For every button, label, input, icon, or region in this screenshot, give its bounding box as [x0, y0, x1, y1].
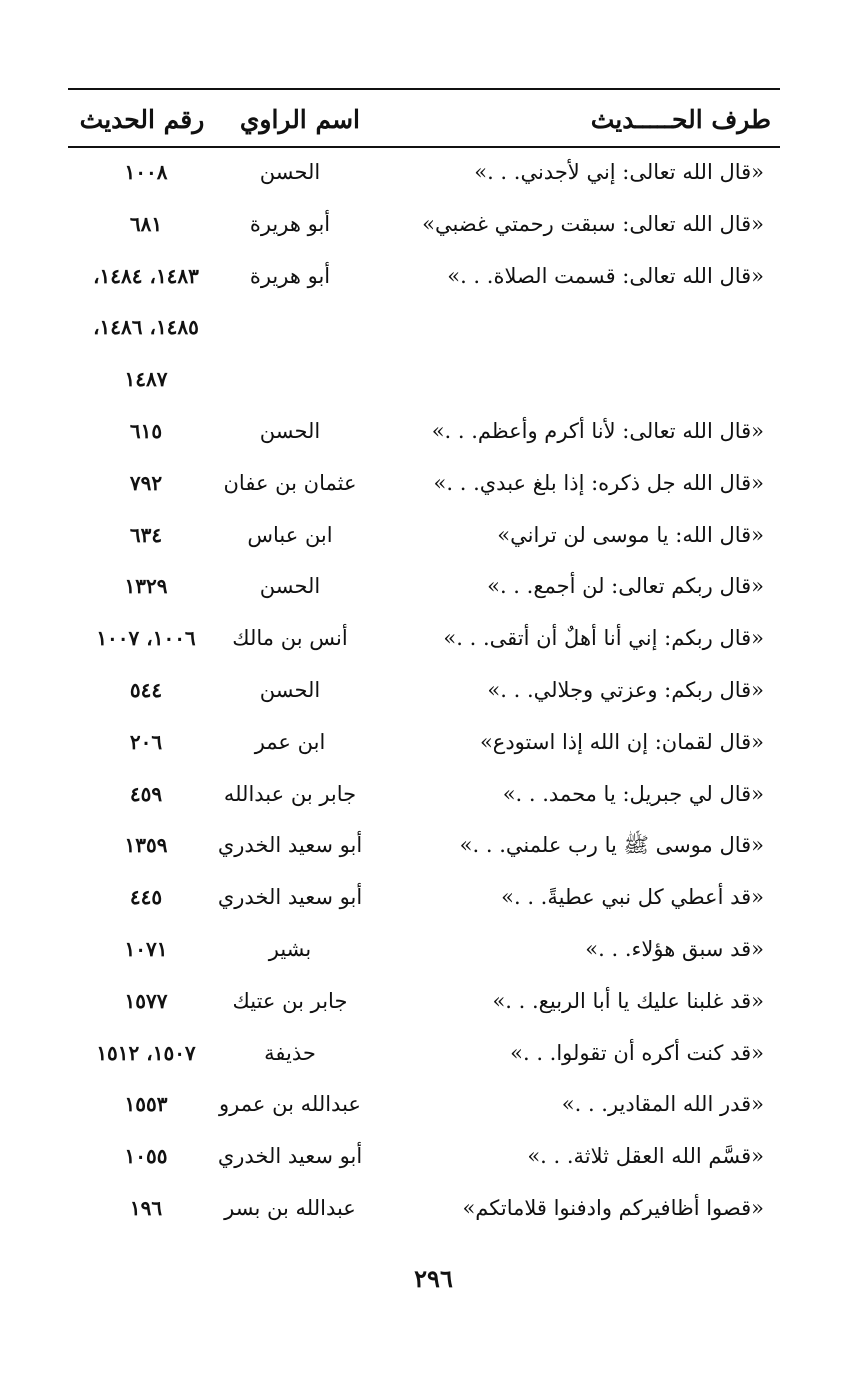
hadith-text	[384, 357, 764, 409]
narrator-name: الحسن	[259, 160, 321, 184]
hadith-number: ٢٠٦	[129, 729, 163, 754]
hadith-number: ١٣٢٩	[124, 574, 168, 599]
narrator-name: أبو هريرة	[249, 211, 331, 236]
hadith-number: ٦١٥	[129, 418, 163, 443]
narrator-name: الحسن	[259, 418, 321, 443]
hadith-number: ٤٤٥	[129, 885, 163, 910]
table-row	[68, 305, 780, 357]
narrator-name: أبو سعيد الخدري	[217, 885, 363, 910]
hadith-text: «قال لي جبريل: يا محمد. . .»	[502, 781, 764, 806]
hadith-number: ١٥٥٣	[124, 1092, 168, 1117]
narrator-name: عبدالله بن بسر	[224, 1195, 356, 1220]
hadith-number: ١٤٨٣، ١٤٨٤،	[93, 263, 199, 288]
table-row	[68, 461, 780, 513]
column-header-number: رقم الحديث	[79, 105, 205, 134]
table-row	[68, 720, 780, 772]
hadith-number: ١٥٠٧، ١٥١٢	[96, 1040, 196, 1065]
narrator-name	[200, 305, 380, 357]
hadith-number: ١٤٨٥، ١٤٨٦،	[93, 315, 199, 340]
column-header-hadith: طرف الحـــــديث	[590, 105, 771, 134]
narrator-name: أنس بن مالك	[232, 626, 348, 651]
table-row	[68, 1134, 780, 1186]
hadith-text: «قال الله تعالى: لأنا أكرم وأعظم. . .»	[431, 418, 764, 443]
hadith-number: ١٠٥٥	[124, 1144, 168, 1169]
narrator-name: الحسن	[259, 574, 321, 599]
narrator-name: حذيفة	[264, 1040, 316, 1065]
hadith-text: «قال الله تعالى: إني لأجدني. . .»	[474, 160, 764, 184]
table-row	[68, 1031, 780, 1083]
hadith-text: «قال الله: يا موسى لن تراني»	[497, 522, 764, 547]
narrator-name	[200, 357, 380, 409]
top-rule	[68, 88, 780, 90]
table-row	[68, 254, 780, 306]
index-table	[68, 150, 780, 1238]
narrator-name: أبو سعيد الخدري	[217, 1144, 363, 1169]
hadith-number: ٦٣٤	[129, 522, 163, 547]
narrator-name: عثمان بن عفان	[223, 470, 357, 495]
hadith-text	[384, 305, 764, 357]
table-row	[68, 150, 780, 202]
table-row	[68, 357, 780, 409]
table-row	[68, 409, 780, 461]
hadith-text: «قال الله تعالى: قسمت الصلاة. . .»	[447, 263, 764, 288]
hadith-text: «قال ربكم: إني أنا أهلٌ أن أتقى. . .»	[443, 626, 764, 651]
hadith-number: ١٩٦	[129, 1195, 163, 1220]
hadith-number: ٥٤٤	[129, 677, 163, 702]
table-row	[68, 513, 780, 565]
hadith-text: «قد كنت أكره أن تقولوا. . .»	[510, 1040, 764, 1065]
hadith-text: «قال ربكم تعالى: لن أجمع. . .»	[487, 574, 764, 599]
hadith-text: «قال لقمان: إن الله إذا استودع»	[479, 729, 764, 754]
table-row	[68, 772, 780, 824]
hadith-number: ١٤٨٧	[124, 367, 168, 392]
page-number: ٢٩٦	[414, 1264, 453, 1293]
table-row	[68, 823, 780, 875]
table-row	[68, 202, 780, 254]
narrator-name: جابر بن عبدالله	[223, 781, 357, 806]
narrator-name: بشير	[268, 936, 312, 961]
table-row	[68, 875, 780, 927]
narrator-name: الحسن	[259, 677, 321, 702]
table-row	[68, 979, 780, 1031]
table-row	[68, 927, 780, 979]
narrator-name: عبدالله بن عمرو	[219, 1092, 361, 1117]
hadith-number: ٤٥٩	[129, 781, 163, 806]
hadith-text: «قال ربكم: وعزتي وجلالي. . .»	[487, 677, 764, 702]
narrator-name: جابر بن عتيك	[232, 988, 348, 1013]
hadith-text: «قد سبق هؤلاء. . .»	[585, 936, 764, 961]
hadith-number: ١٣٥٩	[124, 833, 168, 858]
hadith-text: «قال الله جل ذكره: إذا بلغ عبدي. . .»	[433, 470, 764, 495]
table-row	[68, 1186, 780, 1238]
table-row	[68, 668, 780, 720]
column-header-narrator: اسم الراوي	[239, 105, 360, 134]
narrator-name: أبو سعيد الخدري	[217, 833, 363, 858]
hadith-text: «قسَّم الله العقل ثلاثة. . .»	[527, 1144, 764, 1169]
hadith-text: «قصوا أظافيركم وادفنوا قلاماتكم»	[462, 1195, 764, 1220]
hadith-number: ٧٩٢	[129, 470, 163, 495]
hadith-text: «قد غلبنا عليك يا أبا الربيع. . .»	[492, 988, 764, 1013]
hadith-text: «قال الله تعالى: سبقت رحمتي غضبي»	[422, 211, 764, 236]
hadith-number: ١٠٠٦، ١٠٠٧	[96, 626, 196, 651]
table-row	[68, 616, 780, 668]
narrator-name: ابن عمر	[254, 729, 326, 754]
narrator-name: أبو هريرة	[249, 263, 331, 288]
hadith-number: ١٠٧١	[124, 936, 168, 961]
header-rule	[68, 146, 780, 148]
hadith-text: «قد أعطي كل نبي عطيةً. . .»	[501, 885, 764, 910]
hadith-text: «قدر الله المقادير. . .»	[561, 1092, 764, 1117]
table-row	[68, 1082, 780, 1134]
hadith-text: «قال موسى ﷺ يا رب علمني. . .»	[459, 833, 764, 858]
narrator-name: ابن عباس	[247, 522, 333, 547]
hadith-number: ١٠٠٨	[124, 160, 168, 184]
hadith-number: ١٥٧٧	[124, 988, 168, 1013]
hadith-number: ٦٨١	[129, 211, 163, 236]
table-row	[68, 564, 780, 616]
